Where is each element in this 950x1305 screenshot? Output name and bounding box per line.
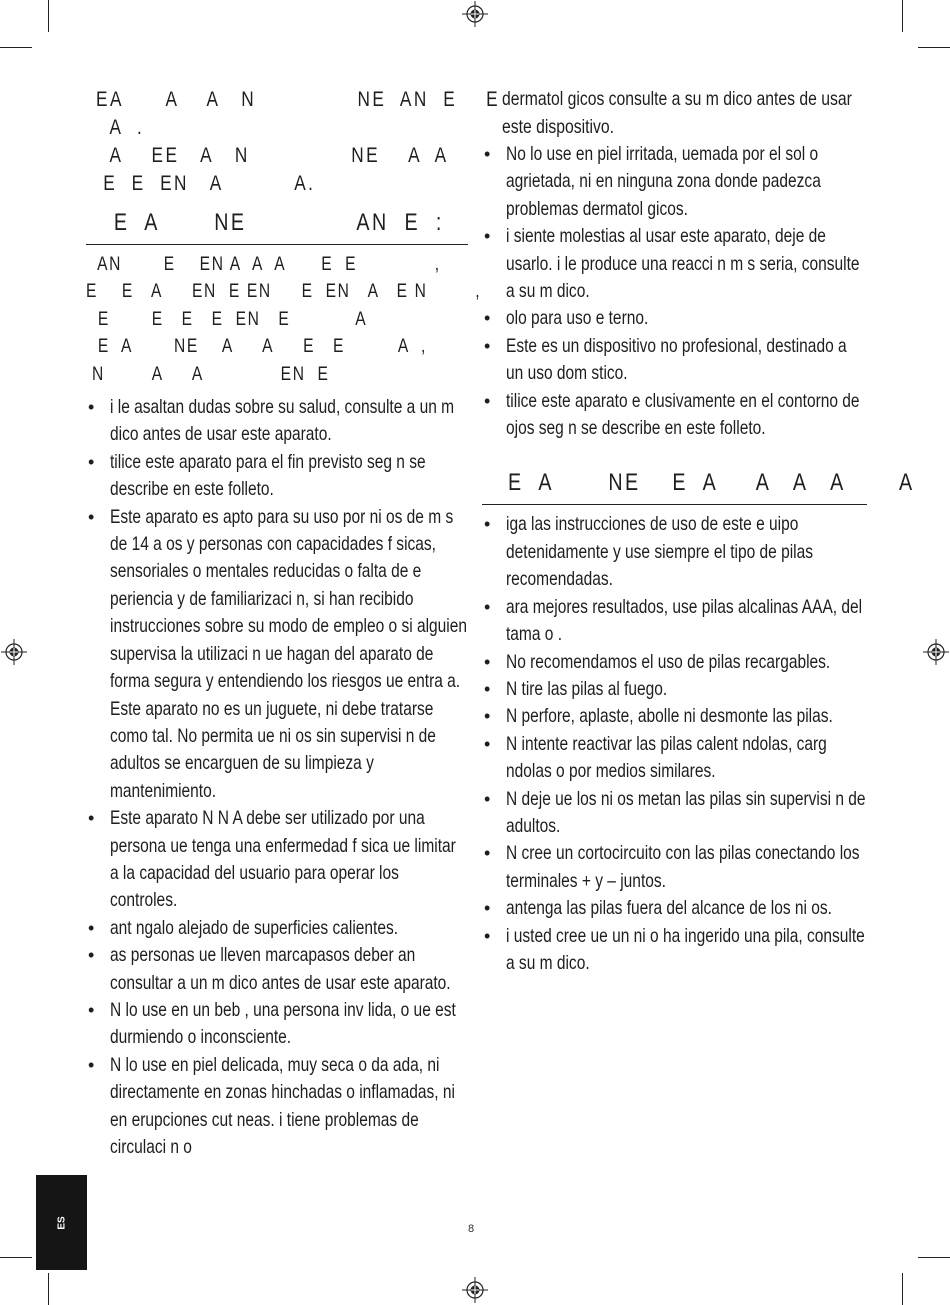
list-item: [482, 840, 867, 895]
intro-caps-line: A EE A N NE A A: [96, 144, 449, 167]
warning-caps-line: AN E EN A A A E E ,: [86, 254, 441, 275]
bullet-icon: •: [484, 925, 491, 946]
list-item: [482, 649, 867, 676]
bullet-icon: •: [484, 843, 491, 864]
bullet-icon: •: [484, 788, 491, 809]
list-item-text: iga las instrucciones de uso de este e uipo detenidamente y use siempre el tipo de pilas recomendadas.: [506, 513, 813, 591]
list-item: [482, 388, 867, 443]
bullet-icon: •: [88, 451, 95, 472]
list-item: [86, 504, 468, 805]
bullet-icon: •: [88, 999, 95, 1020]
bullet-icon: •: [484, 308, 491, 329]
crop-mark: [0, 1257, 32, 1258]
list-item-text: N perfore, aplaste, abolle ni desmonte las pilas.: [506, 705, 833, 728]
bullet-icon: •: [88, 808, 95, 829]
right-column: [482, 86, 915, 977]
bullet-icon: •: [484, 651, 491, 672]
bullet-icon: •: [484, 144, 491, 164]
list-item-text: N tire las pilas al fuego.: [506, 677, 668, 700]
list-item: [482, 703, 867, 730]
list-item: [86, 915, 468, 942]
list-item-text: Este aparato es apto para su uso por ni os de m s de 14 a os y personas con capacidades f sicas, sensoriales o mentales reducidas o falta de e periencia y de familiarizaci n, si han recibido instrucciones sobre su modo de empleo o si alguien supervisa la utilizaci n ue hagan del aparato de forma segura y entendiendo los riesgos ue entra a. Este aparato no es un juguete, ni debe tratarse como tal. No permita ue ni os sin supervisi n de adultos se encarguen de su limpieza y mantenimiento.: [110, 505, 467, 802]
language-code: ES: [56, 1215, 67, 1230]
bullet-icon: •: [484, 514, 491, 535]
list-item: [482, 594, 867, 649]
bullet-icon: •: [484, 733, 491, 754]
list-item-text: N lo use en piel delicada, muy seca o da ada, ni directamente en zonas hinchadas o inflamadas, ni en erupciones cut neas. i tiene problemas de circulaci n o: [110, 1053, 455, 1158]
left-column: [86, 86, 501, 1161]
bullet-icon: •: [88, 945, 95, 966]
warning-caps-line: E E E E EN E A: [86, 308, 368, 330]
bullet-icon: •: [88, 917, 95, 938]
list-item: [482, 731, 867, 786]
list-item-text: olo para uso e terno.: [506, 307, 649, 330]
list-item: [482, 305, 867, 332]
list-item: [86, 942, 468, 997]
list-item-text: antenga las pilas fuera del alcance de los ni os.: [506, 897, 832, 920]
list-item-text: Este aparato N N A debe ser utilizado por una persona ue tenga una enfermedad f sica ue limitar a la capacidad del usuario para operar los controles.: [110, 807, 456, 912]
list-item-text: as personas ue lleven marcapasos deber an consultar a un m dico antes de usar este aparato.: [110, 944, 451, 994]
list-item: [86, 997, 468, 1052]
list-item: [86, 1052, 468, 1162]
warning-caps-line: E A NE A A E E A ,: [86, 336, 428, 358]
list-item: [86, 394, 468, 449]
list-item: [482, 141, 867, 223]
bullet-icon: •: [484, 390, 491, 411]
list-item: [482, 511, 867, 593]
list-item: [86, 449, 468, 504]
crop-mark: [48, 1273, 49, 1305]
crop-mark: [48, 0, 49, 32]
crop-mark: [918, 1257, 950, 1258]
crop-mark: [918, 47, 950, 48]
bullet-icon: •: [88, 506, 95, 527]
bullet-icon: •: [484, 706, 491, 727]
section-heading: E A NE E A A A A A: [508, 469, 915, 497]
list-item: [482, 895, 867, 922]
battery-safety-list: [482, 511, 867, 977]
warning-caps-line: E E A EN E EN E EN A E N ,: [86, 281, 482, 303]
bullet-icon: •: [484, 678, 491, 699]
bullet-icon: •: [484, 335, 491, 356]
section-divider: [482, 504, 867, 505]
bullet-icon: •: [88, 1054, 95, 1075]
list-item-text: No lo use en piel irritada, uemada por el sol o agrietada, ni en ninguna zona donde padezca problemas dermatol gicos.: [506, 143, 821, 220]
warning-caps-block: [86, 251, 482, 388]
registration-mark-icon: [462, 1, 488, 27]
intro-caps-line: EA A A N NE AN E E: [96, 88, 501, 111]
list-item-text: N deje ue los ni os metan las pilas sin supervisi n de adultos.: [506, 787, 866, 837]
bullet-icon: •: [88, 397, 95, 418]
registration-mark-icon: [462, 1277, 488, 1303]
page-number: 8: [468, 1223, 475, 1235]
list-item-text: i usted cree ue un ni o ha ingerido una pila, consulte a su m dico.: [506, 924, 865, 974]
list-item: [482, 223, 867, 305]
list-item: [482, 786, 867, 841]
list-item-text: N intente reactivar las pilas calent ndolas, carg ndolas o por medios similares.: [506, 732, 827, 783]
list-item-text: No recomendamos el uso de pilas recargables.: [506, 650, 831, 673]
continued-paragraph: dermatol gicos consulte a su m dico antes de usar este dispositivo.: [502, 89, 852, 138]
list-item: [482, 923, 867, 978]
list-item: [86, 805, 468, 915]
crop-mark: [0, 47, 32, 48]
list-item: [482, 676, 867, 703]
warning-caps-line: N A A EN E: [86, 363, 330, 385]
crop-mark: [902, 1273, 903, 1305]
list-item-text: ara mejores resultados, use pilas alcalinas AAA, del tama o .: [506, 595, 863, 646]
list-item-text: tilice este aparato e clusivamente en el contorno de ojos seg n se describe en este folleto.: [506, 389, 860, 440]
bullet-icon: •: [484, 898, 491, 919]
list-item-text: Este es un dispositivo no profesional, destinado a un uso dom stico.: [506, 334, 847, 385]
intro-caps-line: A .: [96, 116, 145, 139]
intro-caps-block: [96, 86, 501, 198]
registration-mark-icon: [1, 639, 27, 665]
language-tab: [36, 1175, 87, 1270]
list-item-text: N cree un cortocircuito con las pilas conectando los terminales + y – juntos.: [506, 842, 860, 892]
list-item-text: N lo use en un beb , una persona inv lida, o ue est durmiendo o inconsciente.: [110, 998, 456, 1049]
list-item-text: i le asaltan dudas sobre su salud, consulte a un m dico antes de usar este aparato.: [110, 396, 455, 446]
section-divider: [86, 244, 468, 245]
bullet-icon: •: [484, 226, 491, 247]
safety-list: [86, 394, 468, 1161]
section-heading: E A NE AN E :: [98, 209, 444, 236]
list-item-text: tilice este aparato para el fin previsto seg n se describe en este folleto.: [110, 450, 426, 501]
registration-mark-icon: [923, 639, 949, 665]
crop-mark: [902, 0, 903, 32]
safety-list-continued: [482, 141, 867, 442]
list-item-text: ant ngalo alejado de superficies calientes.: [110, 916, 399, 939]
list-item: [482, 333, 867, 388]
bullet-icon: •: [484, 596, 491, 617]
intro-caps-line: E E EN A A.: [96, 172, 316, 195]
list-item-text: i siente molestias al usar este aparato, deje de usarlo. i le produce una reacci n m s seria, consulte a su m dico.: [506, 225, 860, 303]
